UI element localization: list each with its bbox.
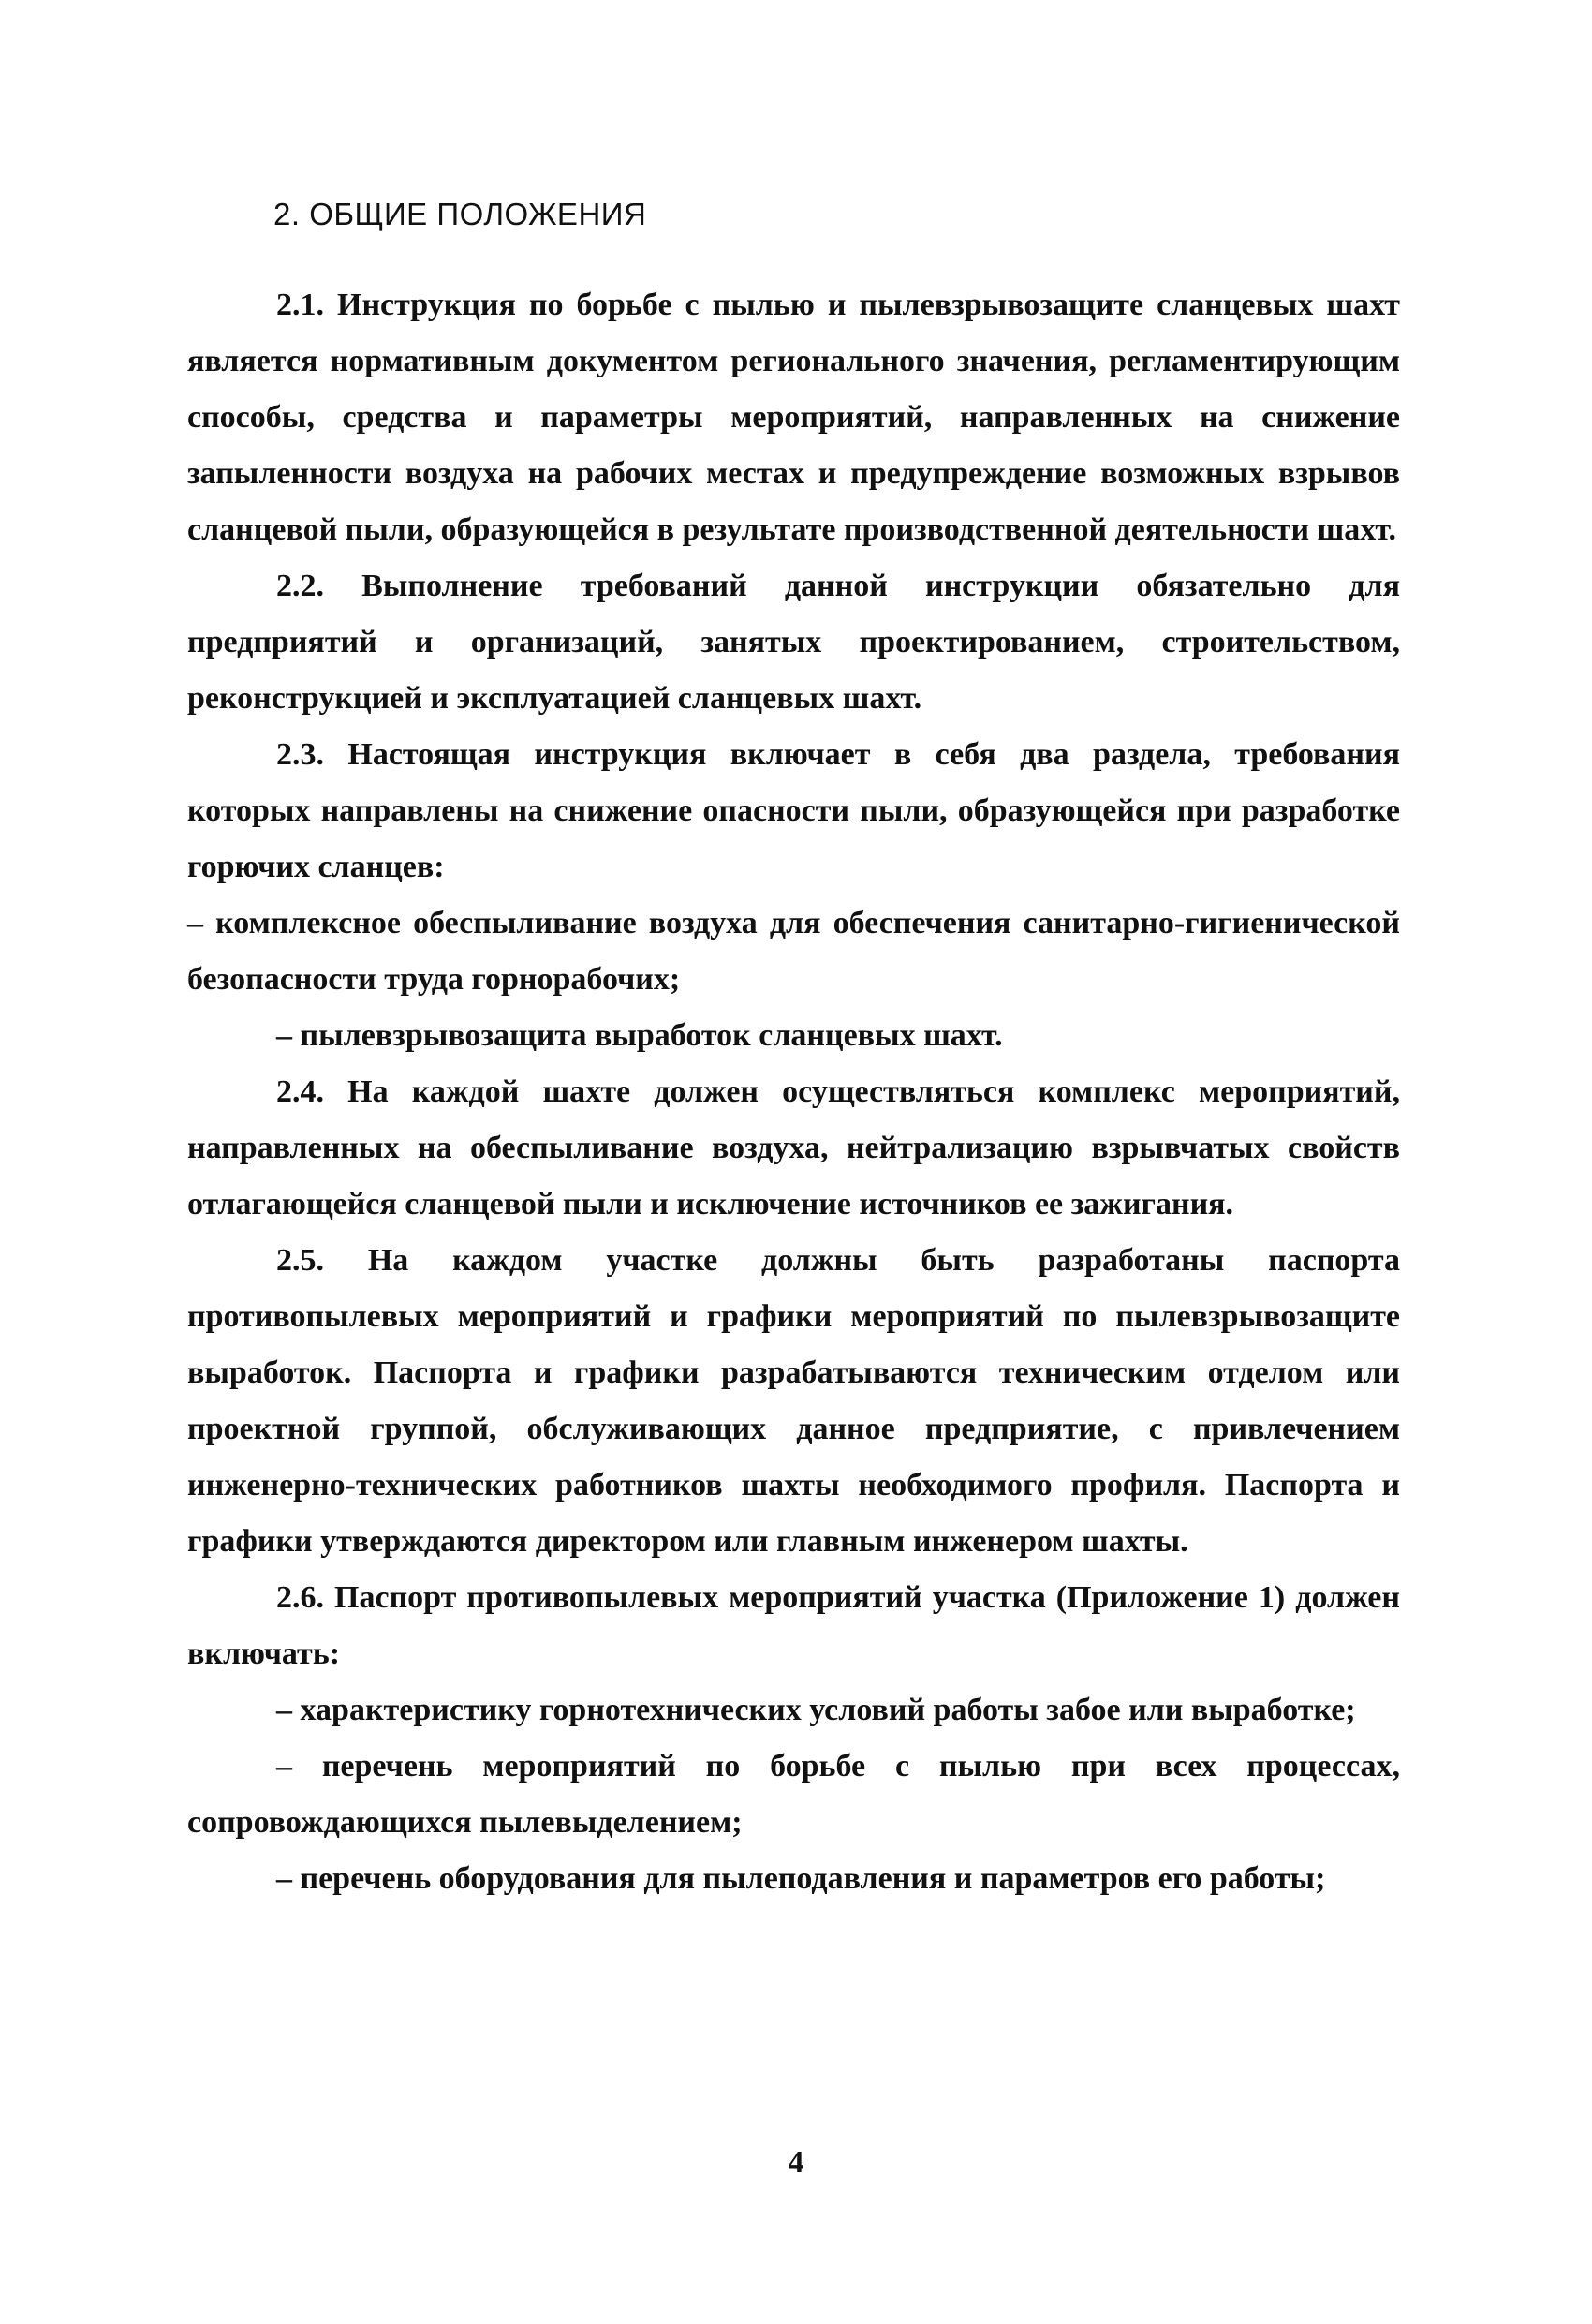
paragraph-2-2: 2.2. Выполнение требований данной инструкции обязательно для предприятий и организаций, занятых проектированием, строительством, реконструкцией и эксплуатацией сланцевых шахт. [187, 569, 1400, 716]
list-item-measures: – перечень мероприятий по борьбе с пылью при всех процессах, сопровождающихся пылевыделением; [187, 1749, 1400, 1840]
section-heading: 2. ОБЩИЕ ПОЛОЖЕНИЯ [273, 197, 647, 231]
paragraph-2-6: 2.6. Паспорт противопылевых мероприятий участка (Приложение 1) должен включать: [187, 1580, 1400, 1671]
paragraph-2-5: 2.5. На каждом участке должны быть разработаны паспорта противопылевых мероприятий и графики мероприятий по пылевзрывозащите выработок. Паспорта и графики разрабатываются техническим отделом или проектной группой, обслуживающих данное предприятие, с привлечением инженерно-технических работников шахты необходимого профиля. Паспорта и графики утверждаются директором или главным инженером шахты. [187, 1243, 1400, 1559]
page-number: 4 [788, 2145, 804, 2180]
paragraph-2-1: 2.1. Инструкция по борьбе с пылью и пылевзрывозащите сланцевых шахт является нормативным документом регионального значения, регламентирующим способы, средства и параметры мероприятий, направленных на снижение запыленности воздуха на рабочих местах и предупреждение возможных взрывов сланцевой пыли, образующейся в результате производственной деятельности шахт. [187, 288, 1400, 547]
list-item-explosion-protection: – пылевзрывозащита выработок сланцевых шахт. [276, 1018, 1003, 1053]
list-item-equipment: – перечень оборудования для пылеподавления и параметров его работы; [276, 1861, 1326, 1896]
paragraph-2-3: 2.3. Настоящая инструкция включает в себя два раздела, требования которых направлены на снижение опасности пыли, образующейся при разработке горючих сланцев: [187, 737, 1400, 884]
paragraph-2-4: 2.4. На каждой шахте должен осуществляться комплекс мероприятий, направленных на обеспыливание воздуха, нейтрализацию взрывчатых свойств отлагающейся сланцевой пыли и исключение источников ее зажигания. [187, 1074, 1400, 1221]
section-body [187, 277, 1400, 1907]
list-item-mining-conditions: – характеристику горнотехнических условий работы забое или выработке; [276, 1693, 1356, 1727]
list-item-dust-removal: – комплексное обеспыливание воздуха для обеспечения санитарно-гигиенической безопасности труда горнорабочих; [187, 906, 1400, 997]
